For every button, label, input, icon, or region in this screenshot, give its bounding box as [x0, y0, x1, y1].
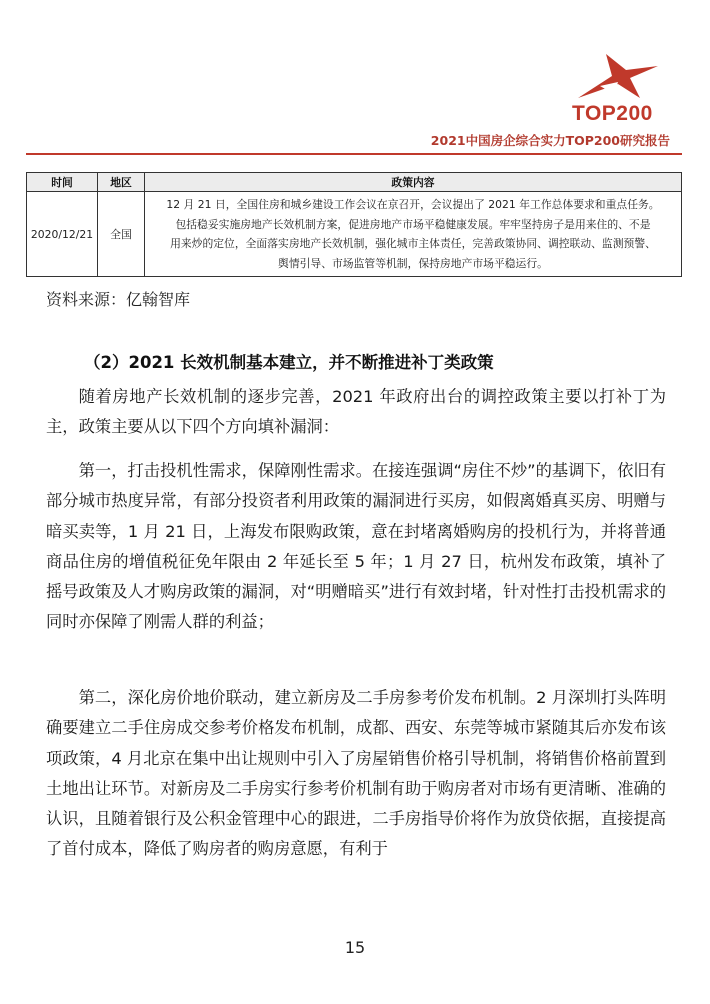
table-header-row [27, 173, 682, 192]
policy-table [26, 172, 682, 277]
policy-line: 舆情引导、市场监管等机制，保持房地产市场平稳运行。 [278, 256, 548, 270]
cell-time: 2020/12/21 [27, 192, 98, 277]
column-header-content: 政策内容 [145, 173, 682, 192]
body-paragraph: 随着房地产长效机制的逐步完善，2021 年政府出台的调控政策主要以打补丁为主，政策主要从以下四个方向填补漏洞： [46, 387, 666, 437]
report-title: 2021中国房企综合实力TOP200研究报告 [430, 133, 670, 148]
policy-line: 12 月 21 日，全国住房和城乡建设工作会议在京召开，会议提出了 2021 年工作总体要求和重点任务。 [166, 198, 660, 211]
table-row [27, 192, 682, 277]
logo-text: TOP200 [572, 102, 653, 125]
section-subheading: （2）2021 长效机制基本建立，并不断推进补丁类政策 [84, 353, 494, 372]
column-header-time: 时间 [27, 173, 98, 192]
policy-line: 包括稳妥实施房地产长效机制方案，促进房地产市场平稳健康发展。牢牢坚持房子是用来住的、不是 [175, 217, 651, 231]
policy-line: 用来炒的定位，全面落实房地产长效机制，强化城市主体责任，完善政策协同、调控联动、监测预警、 [170, 237, 656, 250]
column-header-region: 地区 [98, 173, 145, 192]
cell-region: 全国 [98, 192, 145, 277]
top200-logo [560, 46, 670, 126]
cell-policy-content [145, 192, 682, 277]
source-note: 资料来源：亿翰智库 [46, 290, 191, 309]
body-paragraph: 第二，深化房价地价联动，建立新房及二手房参考价发布机制。2 月深圳打头阵明确要建立二手住房成交参考价格发布机制，成都、西安、东莞等城市紧随其后亦发布该项政策，4 月北京在集中出让规则中引入了房屋销售价格引导机制，将销售价格前置到土地出让环节。对新房及二手房实行参考价机制有助于购房者对市场有更清晰、准确的认识，且随着银行及公积金管理中心的跟进，二手房指导价将作为放贷依据，直接提高了首付成本，降低了购房者的购房意愿，有利于 [46, 688, 666, 859]
header-divider [26, 153, 682, 155]
page-number: 15 [344, 938, 366, 957]
star-logo-icon [560, 46, 670, 106]
body-paragraph: 第一，打击投机性需求，保障刚性需求。在接连强调“房住不炒”的基调下，依旧有部分城市热度异常，有部分投资者利用政策的漏洞进行买房，如假离婚真买房、明赠与暗买卖等，1 月 21 日，上海发布限购政策，意在封堵离婚购房的投机行为，并将普通商品住房的增值税征免年限由 2 年延长至 5 年；1 月 27 日，杭州发布政策，填补了摇号政策及人才购房政策的漏洞，对“明赠暗买”进行有效封堵，针对性打击投机需求的同时亦保障了刚需人群的利益； [46, 461, 666, 632]
